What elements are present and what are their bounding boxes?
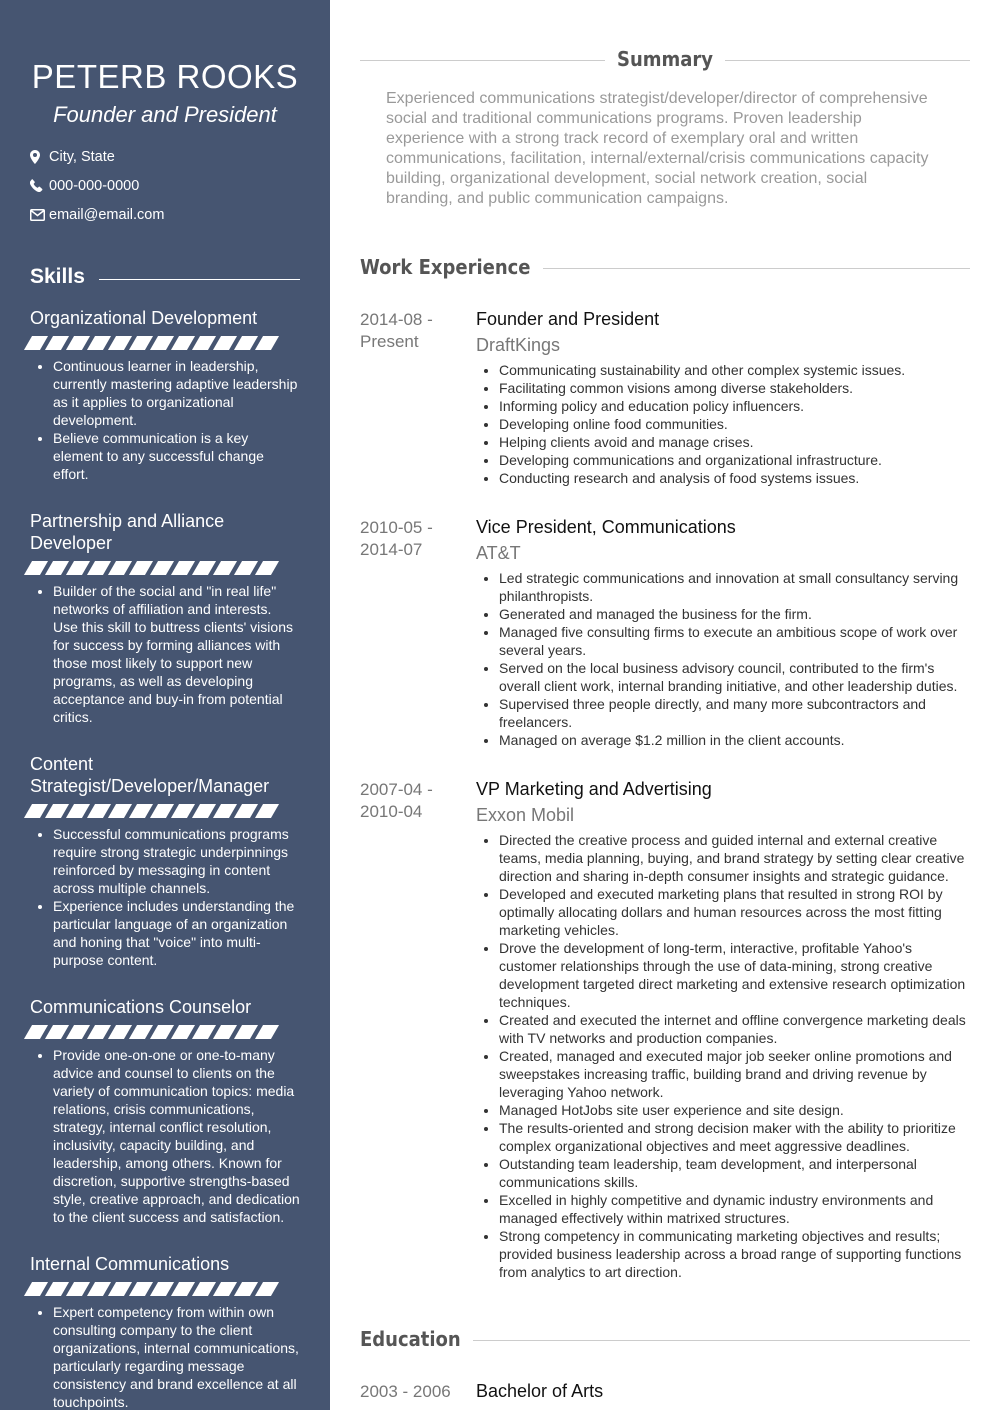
job-dates xyxy=(360,307,476,487)
job-date-end: 2010-04 xyxy=(360,802,423,821)
location-text: City, State xyxy=(49,148,115,165)
job-title: Vice President, Communications xyxy=(476,517,736,537)
skill-level-bar xyxy=(28,336,330,350)
job-date-start: 2014-08 - xyxy=(360,310,433,329)
job-bullet: • Conducting research and analysis of food systems issues. xyxy=(499,469,970,487)
summary-heading: Summary xyxy=(617,47,714,71)
skill-level-bar xyxy=(28,561,330,575)
summary-header xyxy=(360,47,970,71)
job-entry-draftkings xyxy=(360,307,970,487)
summary-divider-right xyxy=(725,60,970,61)
job-title: VP Marketing and Advertising xyxy=(476,779,712,799)
job-bullet: • Outstanding team leadership, team development, and interpersonal communications skills. xyxy=(499,1155,970,1191)
job-company: Exxon Mobil xyxy=(476,805,575,825)
contact-info xyxy=(0,142,330,229)
work-experience-heading: Work Experience xyxy=(360,255,531,279)
work-experience-divider xyxy=(543,268,970,269)
skill-organizational-development xyxy=(0,307,330,483)
job-title: Founder and President xyxy=(476,309,660,329)
job-bullet: • Developed and executed marketing plans that resulted in strong ROI by optimally allocating dollars and human resources across the most fitting marketing vehicles. xyxy=(499,885,970,939)
job-details xyxy=(476,307,970,487)
job-bullet: • Facilitating common visions among diverse stakeholders. xyxy=(499,379,970,397)
skill-name: Internal Communications xyxy=(30,1254,230,1274)
phone-icon xyxy=(30,179,49,192)
education-details xyxy=(476,1379,970,1403)
job-bullet: • Created and executed the internet and offline convergence marketing deals with TV networks and production companies. xyxy=(499,1011,970,1047)
map-marker-icon xyxy=(30,150,49,164)
job-bullet: • Managed on average $1.2 million in the client accounts. xyxy=(499,731,970,749)
job-bullet: • Informing policy and education policy influencers. xyxy=(499,397,970,415)
summary-text: Experienced communications strategist/developer/director of comprehensive social and traditional communications programs. Proven leadership experience with a strong track record of exemplary oral and written communications, facilitation, internal/external/crisis communications capacity building, organizational development, social network creation, social branding, and public communication campaigns. xyxy=(386,90,929,207)
job-bullet: • Generated and managed the business for the firm. xyxy=(499,605,970,623)
skill-bullet: • Believe communication is a key element to any successful change effort. xyxy=(53,429,300,483)
job-bullet: • Managed five consulting firms to execute an ambitious scope of work over several years. xyxy=(499,623,970,659)
job-bullet: • Developing online food communities. xyxy=(499,415,970,433)
job-bullet: • Strong competency in communicating marketing objectives and results; provided business leadership across a broad range of supporting functions from analytics to art direction. xyxy=(499,1227,970,1281)
job-bullets xyxy=(476,361,970,487)
job-bullet: • Excelled in highly competitive and dynamic industry environments and managed effectively within matrixed structures. xyxy=(499,1191,970,1227)
job-bullet: • Developing communications and organizational infrastructure. xyxy=(499,451,970,469)
main-content xyxy=(360,0,970,1403)
education-degree: Bachelor of Arts xyxy=(476,1381,604,1401)
work-experience-header xyxy=(360,255,970,279)
job-company: DraftKings xyxy=(476,335,561,355)
candidate-name: PETERB ROOKS xyxy=(31,58,299,95)
skill-bullets xyxy=(0,1303,330,1410)
job-bullet: • Helping clients avoid and manage crises. xyxy=(499,433,970,451)
skill-level-bar xyxy=(28,1025,330,1039)
education-entry xyxy=(360,1379,970,1403)
skill-level-bar xyxy=(28,1282,330,1296)
skill-bullet: • Successful communications programs require strong strategic underpinnings reinforced by messaging in content across multiple channels. xyxy=(53,825,300,897)
contact-email[interactable] xyxy=(30,200,330,229)
job-entry-exxon xyxy=(360,777,970,1281)
envelope-icon xyxy=(30,209,49,221)
job-bullet: • Created, managed and executed major job seeker online promotions and sweepstakes increasing traffic, building brand and driving revenue by leveraging Yahoo network. xyxy=(499,1047,970,1101)
education-heading: Education xyxy=(360,1327,461,1351)
job-bullet: • Directed the creative process and guided internal and external creative teams, media planning, buying, and brand strategy by setting clear creative direction and sharing in-depth consumer insights and strategic guidance. xyxy=(499,831,970,885)
skill-bullet: • Builder of the social and "in real life" networks of affiliation and interests. Use this skill to buttress clients' visions for success by forming alliances with those most likely to support new programs, as well as developing acceptance and buy-in from potential critics. xyxy=(53,582,300,726)
education-header xyxy=(360,1327,970,1351)
job-bullet: • Supervised three people directly, and many more subcontractors and freelancers. xyxy=(499,695,970,731)
job-date-start: 2007-04 - xyxy=(360,780,433,799)
candidate-title: Founder and President xyxy=(53,102,277,127)
skill-bullet: • Continuous learner in leadership, currently mastering adaptive leadership as it applies to organizational development. xyxy=(53,357,300,429)
skills-divider xyxy=(99,279,300,280)
job-bullet: • Drove the development of long-term, interactive, profitable Yahoo's customer relationships through the use of data-mining, strong creative development targeted direct marketing and extensive research optimization techniques. xyxy=(499,939,970,1011)
job-details xyxy=(476,777,970,1281)
education-divider xyxy=(473,1340,970,1341)
skill-bullet: • Experience includes understanding the particular language of an organization and honing that "voice" into multi-purpose content. xyxy=(53,897,300,969)
skill-bullet: • Provide one-on-one or one-to-many advice and counsel to clients on the variety of communication topics: media relations, crisis communications, strategy, internal conflict resolution, inclusivity, capacity building, and leadership, among others. Known for discretion, supportive strengths-based style, creative approach, and dedication to the client success and satisfaction. xyxy=(53,1046,300,1226)
email-link[interactable]: email@email.com xyxy=(49,206,165,223)
phone-text: 000-000-0000 xyxy=(49,177,140,194)
skills-heading: Skills xyxy=(30,265,85,288)
skill-internal-communications xyxy=(0,1253,330,1410)
skill-name: Organizational Development xyxy=(30,308,258,328)
skill-content-strategist xyxy=(0,753,330,969)
job-date-end: 2014-07 xyxy=(360,540,423,559)
job-entry-att xyxy=(360,515,970,749)
skill-communications-counselor xyxy=(0,996,330,1226)
skill-bullets xyxy=(0,825,330,969)
skill-level-bar xyxy=(28,804,330,818)
job-bullet: • Communicating sustainability and other complex systemic issues. xyxy=(499,361,970,379)
skill-name: Partnership and Alliance Developer xyxy=(30,511,225,553)
skill-bullets xyxy=(0,1046,330,1226)
skill-bullet: • Expert competency from within own consulting company to the client organizations, internal communications, particularly regarding message consistency and brand excellence at all touchpoints. xyxy=(53,1303,300,1410)
job-company: AT&T xyxy=(476,543,521,563)
job-bullets xyxy=(476,831,970,1281)
skill-name: Content Strategist/Developer/Manager xyxy=(30,754,270,796)
skill-name: Communications Counselor xyxy=(30,997,252,1017)
skills-header xyxy=(30,265,300,289)
job-dates xyxy=(360,515,476,749)
job-bullet: • The results-oriented and strong decision maker with the ability to prioritize complex organizational objectives and meet aggressive deadlines. xyxy=(499,1119,970,1155)
contact-location xyxy=(30,142,330,171)
skill-bullets xyxy=(0,357,330,483)
job-bullets xyxy=(476,569,970,749)
job-date-start: 2010-05 - xyxy=(360,518,433,537)
job-bullet: • Served on the local business advisory council, contributed to the firm's overall client work, internal branding initiative, and other leadership duties. xyxy=(499,659,970,695)
skill-bullets xyxy=(0,582,330,726)
job-details xyxy=(476,515,970,749)
contact-phone xyxy=(30,171,330,200)
sidebar xyxy=(0,0,330,1410)
job-date-end: Present xyxy=(360,332,419,351)
job-dates xyxy=(360,777,476,1281)
job-bullet: • Led strategic communications and innovation at small consultancy serving philanthropists. xyxy=(499,569,970,605)
summary-divider-left xyxy=(360,60,605,61)
job-bullet: • Managed HotJobs site user experience and site design. xyxy=(499,1101,970,1119)
skills-list xyxy=(0,307,330,1410)
skill-partnership-alliance xyxy=(0,510,330,726)
education-dates: 2003 - 2006 xyxy=(360,1382,451,1401)
